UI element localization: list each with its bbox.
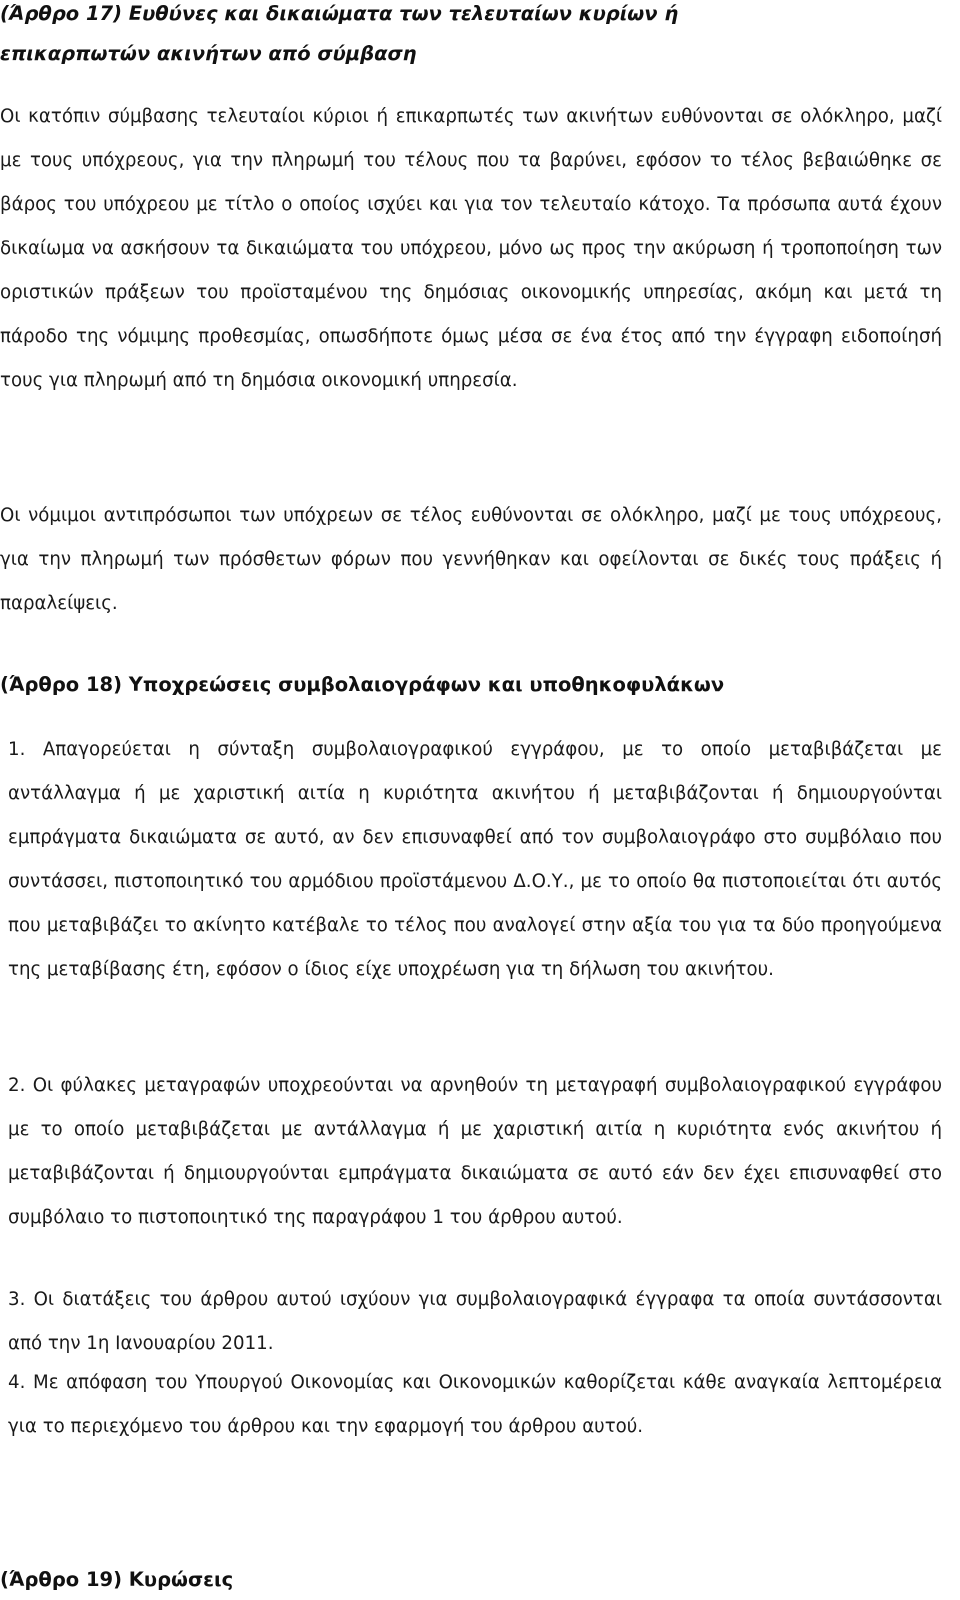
article-18-item-2	[8, 1064, 942, 1240]
item-text: Με απόφαση του Υπουργού Οικονομίας και Οικονομικών καθορίζεται κάθε αναγκαία λεπτομέρεια για το περιεχόμενο του άρθρου και την εφαρμογή του άρθρου αυτού.	[8, 1372, 942, 1437]
item-number: 1.	[8, 739, 26, 760]
article-17-paragraph-1: Οι κατόπιν σύμβασης τελευταίοι κύριοι ή επικαρπωτές των ακινήτων ευθύνονται σε ολόκληρο, μαζί με τους υπόχρεους, για την πληρωμή του τέλους που τα βαρύνει, εφόσον το τέλος βεβαιώθηκε σε βάρος του υπόχρεου με τίτλο ο οποίος ισχύει και για τον τελευταίο κάτοχο. Τα πρόσωπα αυτά έχουν δικαίωμα να ασκήσουν τα δικαιώματα του υπόχρεου, μόνο ως προς την ακύρωση ή τροποποίηση των οριστικών πράξεων του προϊσταμένου της δημόσιας οικονομικής υπηρεσίας, ακόμη και μετά τη πάροδο της νόμιμης προθεσμίας, οπωσδήποτε όμως μέσα σε ένα έτος από την έγγραφη ειδοποίησή τους για πληρωμή από τη δημόσια οικονομική υπηρεσία.	[0, 106, 942, 391]
item-number: 3.	[8, 1289, 26, 1310]
item-number: 4.	[8, 1372, 26, 1393]
item-text: Απαγορεύεται η σύνταξη συμβολαιογραφικού εγγράφου, με το οποίο μεταβιβάζεται με αντάλλαγμα ή με χαριστική αιτία η κυριότητα ακινήτου ή μεταβιβάζονται ή δημιουργούνται εμπράγματα δικαιώματα σε αυτό, αν δεν επισυναφθεί από τον συμβολαιογράφο στο συμβόλαιο που συντάσσει, πιστοποιητικό του αρμόδιου προϊστάμενου Δ.Ο.Υ., με το οποίο θα πιστοποιείται ότι αυτός που μεταβιβάζει το ακίνητο κατέβαλε το τέλος που αναλογεί στην αξία του για τα δύο προηγούμενα της μεταβίβασης έτη, εφόσον ο ίδιος είχε υποχρέωση για τη δήλωση του ακινήτου.	[8, 739, 942, 980]
article-18-item-4	[8, 1361, 942, 1449]
article-18-title: (Άρθρο 18) Υποχρεώσεις συμβολαιογράφων και υποθηκοφυλάκων	[0, 673, 725, 696]
article-18-item-3	[8, 1278, 942, 1366]
article-19-title: (Άρθρο 19) Κυρώσεις	[0, 1568, 234, 1591]
article-18-item-1	[8, 728, 942, 992]
item-text: Οι φύλακες μεταγραφών υποχρεούνται να αρνηθούν τη μεταγραφή συμβολαιογραφικού εγγράφου με το οποίο μεταβιβάζεται με αντάλλαγμα ή με χαριστική αιτία η κυριότητα ενός ακινήτου ή μεταβιβάζονται ή δημιουργούνται εμπράγματα δικαιώματα σε αυτό εάν δεν έχει επισυναφθεί στο συμβόλαιο το πιστοποιητικό της παραγράφου 1 του άρθρου αυτού.	[8, 1075, 942, 1228]
item-number: 2.	[8, 1075, 26, 1096]
article-17-paragraph-2: Οι νόμιμοι αντιπρόσωποι των υπόχρεων σε τέλος ευθύνονται σε ολόκληρο, μαζί με τους υπόχρεους, για την πληρωμή των πρόσθετων φόρων που γεννήθηκαν και οφείλονται σε δικές τους πράξεις ή παραλείψεις.	[0, 505, 942, 614]
item-text: Οι διατάξεις του άρθρου αυτού ισχύουν για συμβολαιογραφικά έγγραφα τα οποία συντάσσονται από την 1η Ιανουαρίου 2011.	[8, 1289, 942, 1354]
article-17-title: (Άρθρο 17) Ευθύνες και δικαιώματα των τελευταίων κυρίων ή επικαρπωτών ακινήτων από σύμβαση	[0, 2, 679, 65]
